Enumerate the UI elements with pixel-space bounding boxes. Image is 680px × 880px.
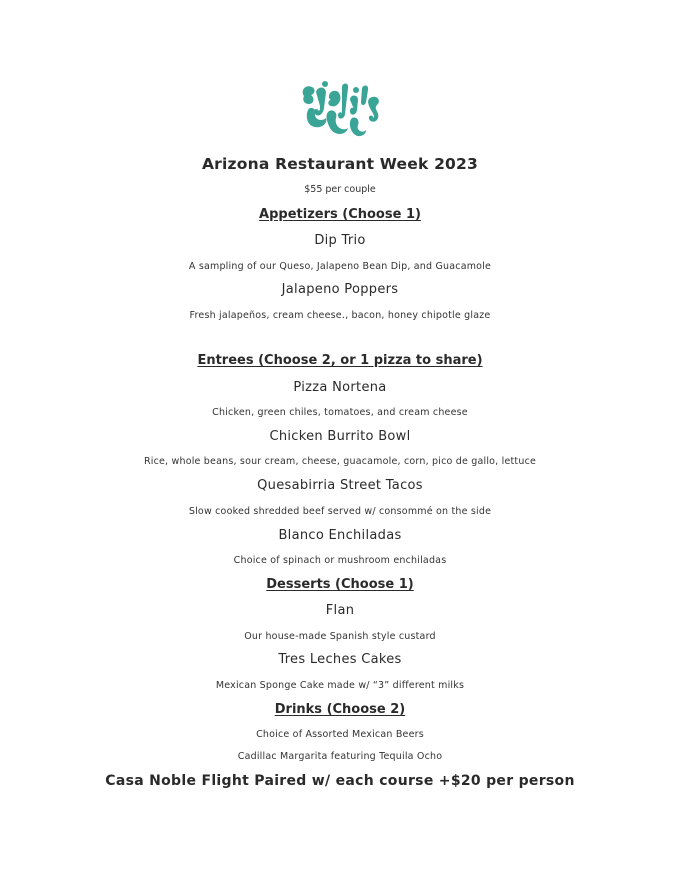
menu-item-name: Tres Leches Cakes xyxy=(278,652,402,667)
menu-item-name: Chicken Burrito Bowl xyxy=(269,429,411,444)
page-title: Arizona Restaurant Week 2023 xyxy=(201,155,479,173)
menu-item-name: Flan xyxy=(325,603,355,618)
menu-item-name: Pizza Nortena xyxy=(293,380,387,395)
menu-item-description: Chicken, green chiles, tomatoes, and cream cheese xyxy=(212,407,468,418)
drink-item: Choice of Assorted Mexican Beers xyxy=(256,729,424,740)
drink-item: Cadillac Margarita featuring Tequila Ocho xyxy=(237,751,443,762)
appetizers-heading: Appetizers (Choose 1) xyxy=(259,207,421,222)
restaurant-logo xyxy=(298,78,384,140)
menu-item-description: Slow cooked shredded beef served w/ consommé on the side xyxy=(188,506,492,517)
price-label: $55 per couple xyxy=(304,184,376,195)
menu-item-name: Blanco Enchiladas xyxy=(278,528,402,543)
menu-item-name: Jalapeno Poppers xyxy=(281,282,399,297)
menu-item-name: Quesabirria Street Tacos xyxy=(257,478,423,493)
entrees-heading: Entrees (Choose 2, or 1 pizza to share) xyxy=(197,353,483,368)
menu-item-description: Fresh jalapeños, cream cheese., bacon, honey chipotle glaze xyxy=(189,310,491,321)
menu-item-name: Dip Trio xyxy=(314,233,366,248)
menu-item-description: A sampling of our Queso, Jalapeno Bean Dip, and Guacamole xyxy=(188,261,492,272)
desserts-heading: Desserts (Choose 1) xyxy=(266,577,414,592)
drinks-heading: Drinks (Choose 2) xyxy=(274,702,406,717)
menu-item-description: Mexican Sponge Cake made w/ “3” different milks xyxy=(215,680,465,691)
menu-item-description: Rice, whole beans, sour cream, cheese, guacamole, corn, pico de gallo, lettuce xyxy=(143,456,537,467)
flight-pairing-note: Casa Noble Flight Paired w/ each course +$20 per person xyxy=(105,773,575,789)
menu-item-description: Our house-made Spanish style custard xyxy=(244,631,436,642)
menu-item-description: Choice of spinach or mushroom enchiladas xyxy=(233,555,447,566)
